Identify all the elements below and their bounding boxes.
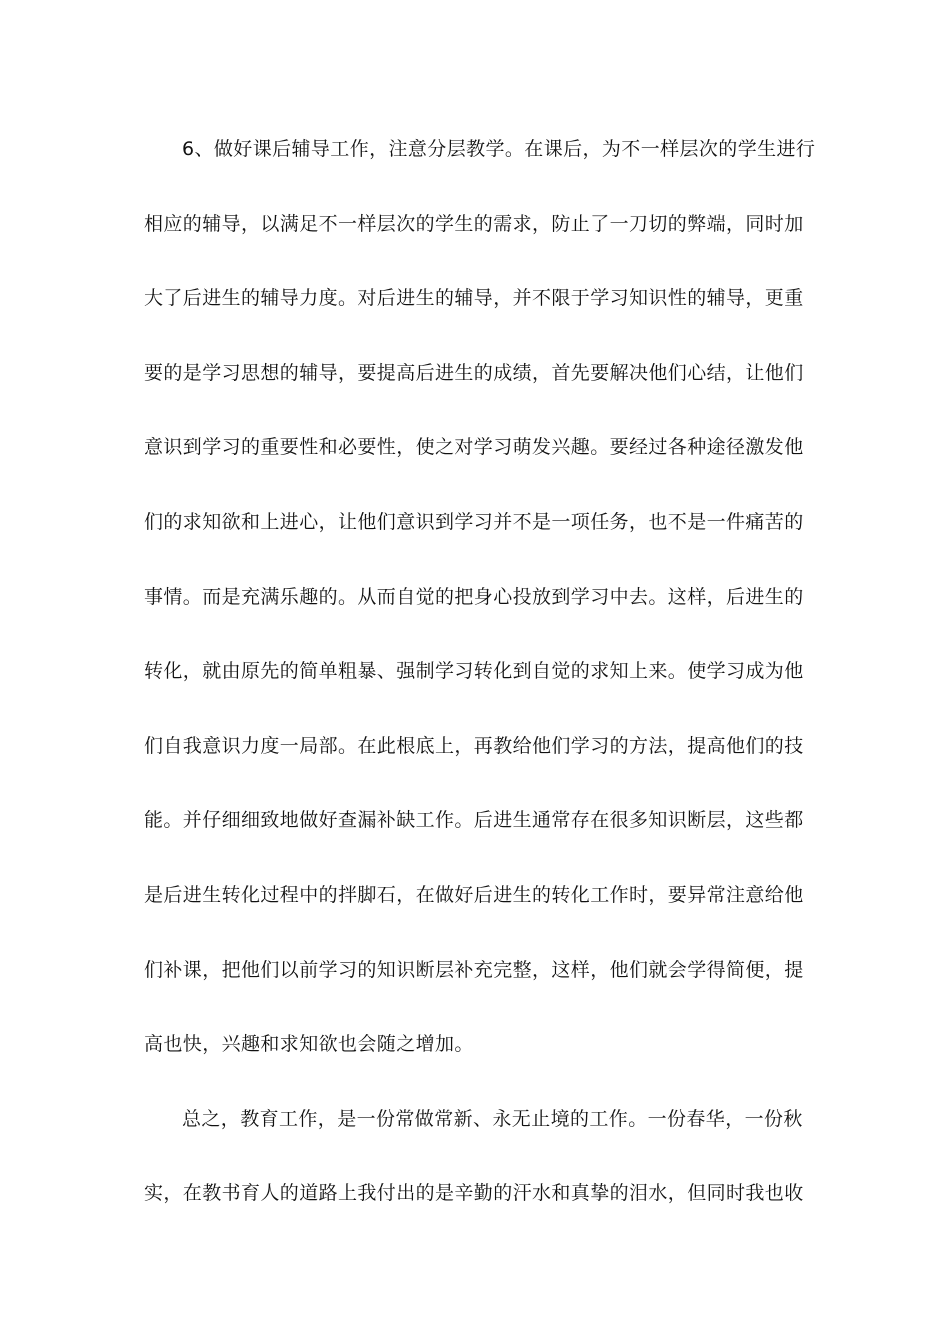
paragraph-6-line-5: 意识到学习的重要性和必要性，使之对学习萌发兴趣。要经过各种途径激发他 xyxy=(144,436,804,459)
conclusion-line-1: 总之，教育工作，是一份常做常新、永无止境的工作。一份春华，一份秋 xyxy=(182,1107,803,1130)
paragraph-6-line-7: 事情。而是充满乐趣的。从而自觉的把身心投放到学习中去。这样，后进生的 xyxy=(144,585,804,608)
paragraph-6-line-2: 相应的辅导，以满足不一样层次的学生的需求，防止了一刀切的弊端，同时加 xyxy=(144,212,804,235)
paragraph-6-line-8: 转化，就由原先的简单粗暴、强制学习转化到自觉的求知上来。使学习成为他 xyxy=(144,660,804,683)
paragraph-6-line-3: 大了后进生的辅导力度。对后进生的辅导，并不限于学习知识性的辅导，更重 xyxy=(144,287,804,310)
paragraph-6-line-4: 要的是学习思想的辅导，要提高后进生的成绩，首先要解决他们心结，让他们 xyxy=(144,361,804,384)
paragraph-6-line-11: 是后进生转化过程中的拌脚石，在做好后进生的转化工作时，要异常注意给他 xyxy=(144,883,804,906)
paragraph-6-line-1: 6、做好课后辅导工作，注意分层教学。在课后，为不一样层次的学生进行 xyxy=(182,138,816,160)
paragraph-6-line-10: 能。并仔细细致地做好查漏补缺工作。后进生通常存在很多知识断层，这些都 xyxy=(144,809,804,832)
conclusion-line-2: 实，在教书育人的道路上我付出的是辛勤的汗水和真挚的泪水，但同时我也收 xyxy=(144,1182,804,1205)
paragraph-6-line-12: 们补课，把他们以前学习的知识断层补充完整，这样，他们就会学得简便，提 xyxy=(144,958,804,981)
paragraph-6-line-9: 们自我意识力度一局部。在此根底上，再教给他们学习的方法，提高他们的技 xyxy=(144,734,804,757)
document-body xyxy=(144,128,816,1247)
paragraph-6-line-13: 高也快，兴趣和求知欲也会随之增加。 xyxy=(144,1033,474,1056)
paragraph-6-line-6: 们的求知欲和上进心，让他们意识到学习并不是一项任务，也不是一件痛苦的 xyxy=(144,510,804,533)
